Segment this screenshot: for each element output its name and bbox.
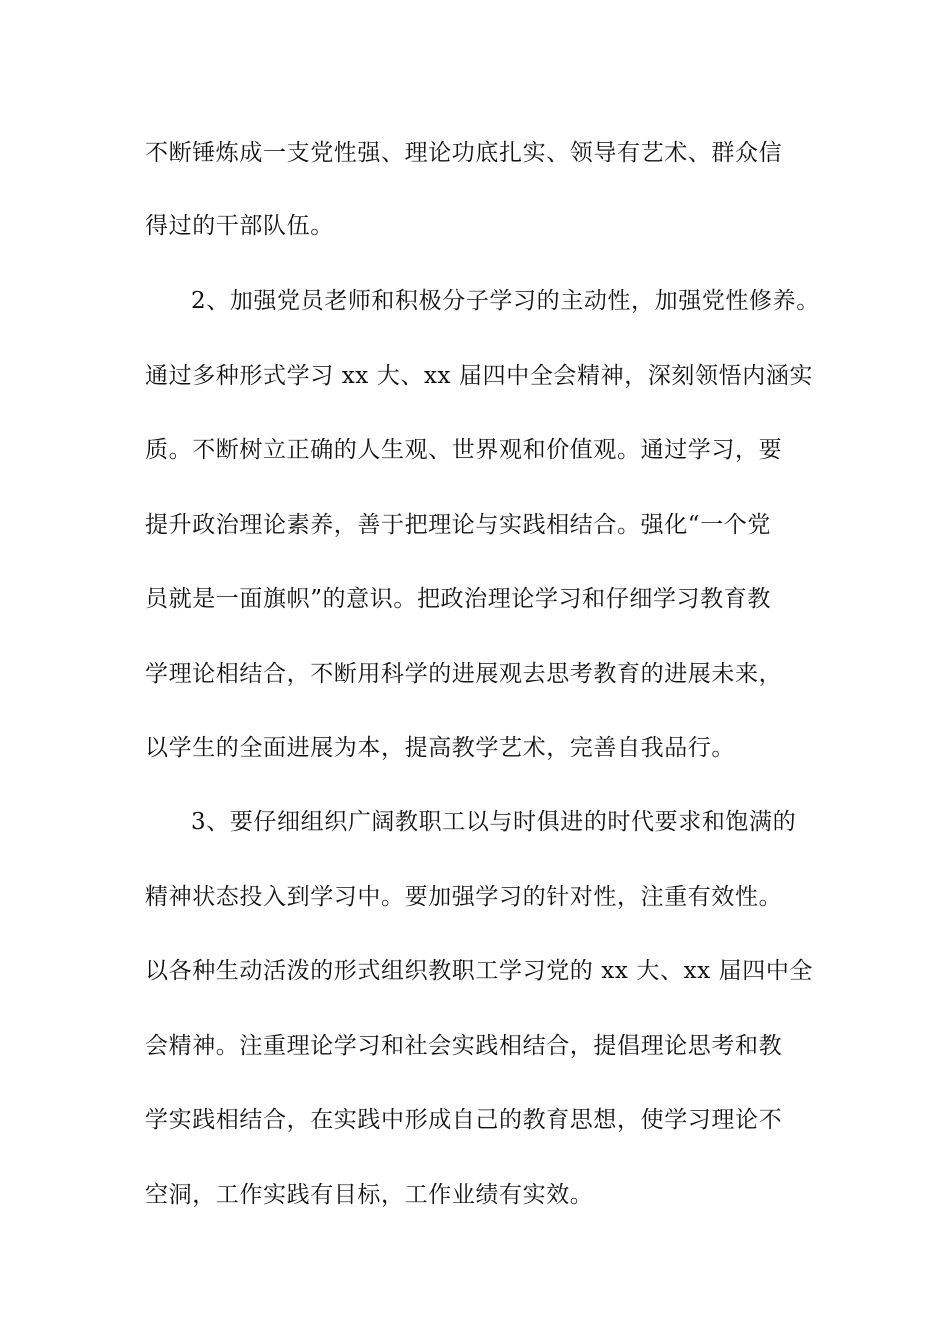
text-line: 以各种生动活泼的形式组织教职工学习党的 xx 大、xx 届四中全 <box>145 958 814 984</box>
text-line: 空洞，工作实践有目标，工作业绩有实效。 <box>145 1182 594 1208</box>
text-line: 会精神。注重理论学习和社会实践相结合，提倡理论思考和教 <box>145 1033 783 1059</box>
paragraph-3-start: 3、要仔细组织广阔教职工以与时俱进的时代要求和饱满的 <box>191 809 797 835</box>
text-line: 精神状态投入到学习中。要加强学习的针对性，注重有效性。 <box>145 884 783 910</box>
paragraph-2-start: 2、加强党员老师和积极分子学习的主动性，加强党性修养。 <box>191 288 820 314</box>
text-line: 学实践相结合，在实践中形成自己的教育思想，使学习理论不 <box>145 1107 783 1133</box>
text-line: 提升政治理论素养，善于把理论与实践相结合。强化“一个党 <box>145 512 771 538</box>
text-line: 员就是一面旗帜”的意识。把政治理论学习和仔细学习教育教 <box>145 586 771 612</box>
text-line: 以学生的全面进展为本，提高教学艺术，完善自我品行。 <box>145 735 735 761</box>
text-line: 质。不断树立正确的人生观、世界观和价值观。通过学习，要 <box>145 437 783 463</box>
text-line: 得过的干部队伍。 <box>145 213 334 239</box>
text-line: 学理论相结合，不断用科学的进展观去思考教育的进展未来， <box>145 661 783 687</box>
text-line: 不断锤炼成一支党性强、理论功底扎实、领导有艺术、群众信 <box>145 140 783 166</box>
text-line: 通过多种形式学习 xx 大、xx 届四中全会精神，深刻领悟内涵实 <box>145 363 814 389</box>
